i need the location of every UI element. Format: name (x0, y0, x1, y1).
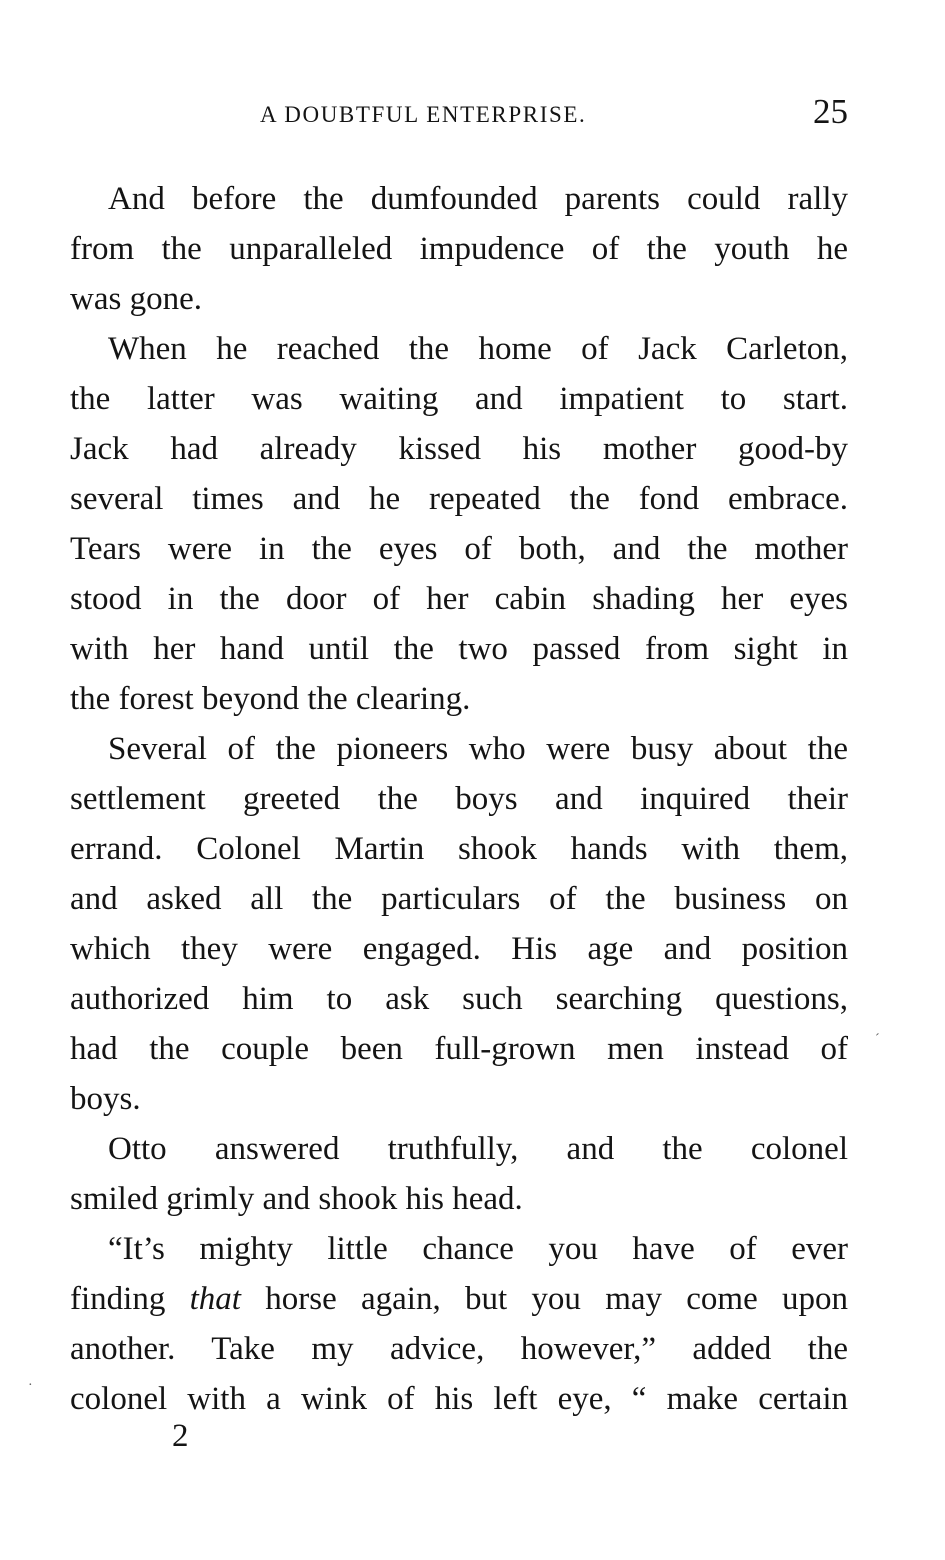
text-line: several times and he repeated the fond embrace. (70, 481, 848, 517)
text-line: Several of the pioneers who were busy about the (108, 731, 848, 767)
body-text (70, 174, 848, 1424)
text-line: Jack had already kissed his mother good-by (70, 431, 848, 467)
paragraph-5 (70, 1224, 848, 1424)
paragraph-4 (70, 1124, 848, 1224)
text-fragment: finding (70, 1281, 166, 1317)
text-line (70, 1274, 848, 1324)
text-line: colonel with a wink of his left eye, “ make certain (70, 1381, 848, 1417)
text-line: from the unparalleled impudence of the youth he (70, 231, 848, 267)
text-line: was gone. (70, 281, 202, 317)
print-speck: · (28, 1378, 33, 1393)
text-line: another. Take my advice, however,” added the (70, 1331, 848, 1367)
text-line: the forest beyond the clearing. (70, 681, 471, 717)
text-line: When he reached the home of Jack Carleton, (108, 331, 848, 367)
text-line: settlement greeted the boys and inquired their (70, 781, 848, 817)
running-title: A DOUBTFUL ENTERPRISE. (260, 102, 587, 127)
text-line: boys. (70, 1081, 141, 1117)
signature-mark: 2 (172, 1418, 189, 1454)
text-fragment: horse again, but you may come upon (265, 1281, 849, 1317)
text-line: had the couple been full-grown men instead of (70, 1031, 848, 1067)
text-line: Tears were in the eyes of both, and the mother (70, 531, 848, 567)
text-line: stood in the door of her cabin shading her eyes (70, 581, 848, 617)
emphasis-word: that (189, 1281, 241, 1317)
text-line: “It’s mighty little chance you have of ever (108, 1231, 848, 1267)
paragraph-3 (70, 724, 848, 1124)
text-line: Otto answered truthfully, and the colonel (108, 1131, 848, 1167)
paragraph-2 (70, 324, 848, 724)
paragraph-1 (70, 174, 848, 324)
print-speck: ´ (875, 1032, 880, 1047)
page-number: 25 (813, 92, 848, 131)
running-head (70, 92, 848, 136)
text-line: the latter was waiting and impatient to start. (70, 381, 848, 417)
text-line: errand. Colonel Martin shook hands with them, (70, 831, 848, 867)
text-line: and asked all the particulars of the business on (70, 881, 848, 917)
text-line: authorized him to ask such searching questions, (70, 981, 848, 1017)
text-line: which they were engaged. His age and position (70, 931, 848, 967)
text-line: with her hand until the two passed from sight in (70, 631, 848, 667)
text-line: And before the dumfounded parents could rally (108, 181, 848, 217)
text-line: smiled grimly and shook his head. (70, 1181, 523, 1217)
